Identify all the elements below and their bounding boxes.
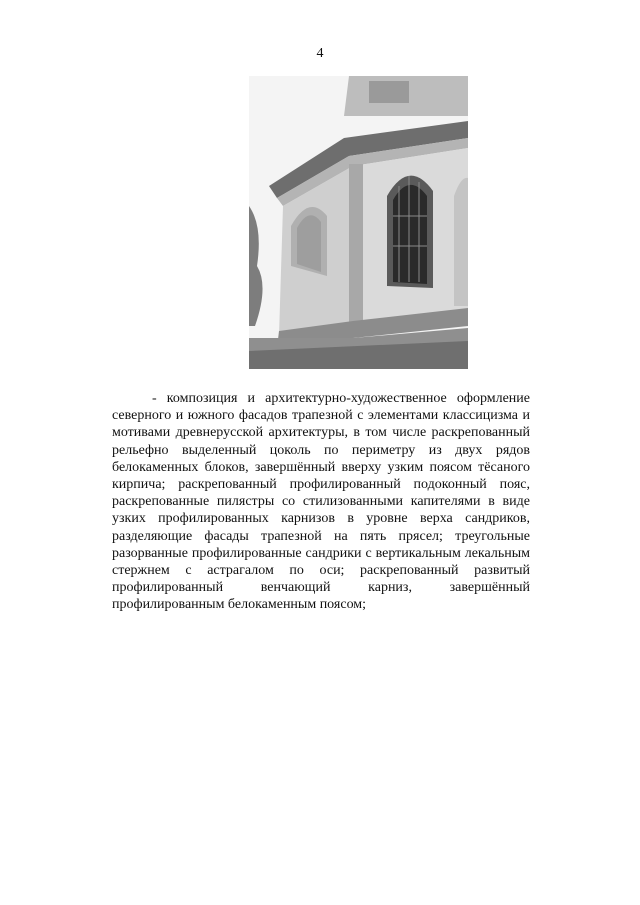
- photo-illustration: [249, 76, 468, 369]
- church-facade-photo: [249, 76, 468, 369]
- body-paragraph: - композиция и архитектурно-художественное оформление северного и южного фасадов трапезной с элементами классицизма и мотивами древнерусской архитектуры, в том числе раскрепованный рельефно выделенный цоколь по периметру из двух рядов белокаменных блоков, завершённый вверху узким поясом тёсаного кирпича; раскрепованный профилированный подоконный пояс, раскрепованные пилястры со стилизованными капителями в виде узких профилированных карнизов в уровне верха сандриков, разделяющие фасады трапезной на пять прясел; треугольные разорванные профилированные сандрики с вертикальным лекальным стержнем с астрагалом по оси; раскрепованный развитый профилированный венчающий карниз, завершённый профилированным белокаменным поясом;: [112, 391, 530, 613]
- page-number: 4: [316, 46, 324, 61]
